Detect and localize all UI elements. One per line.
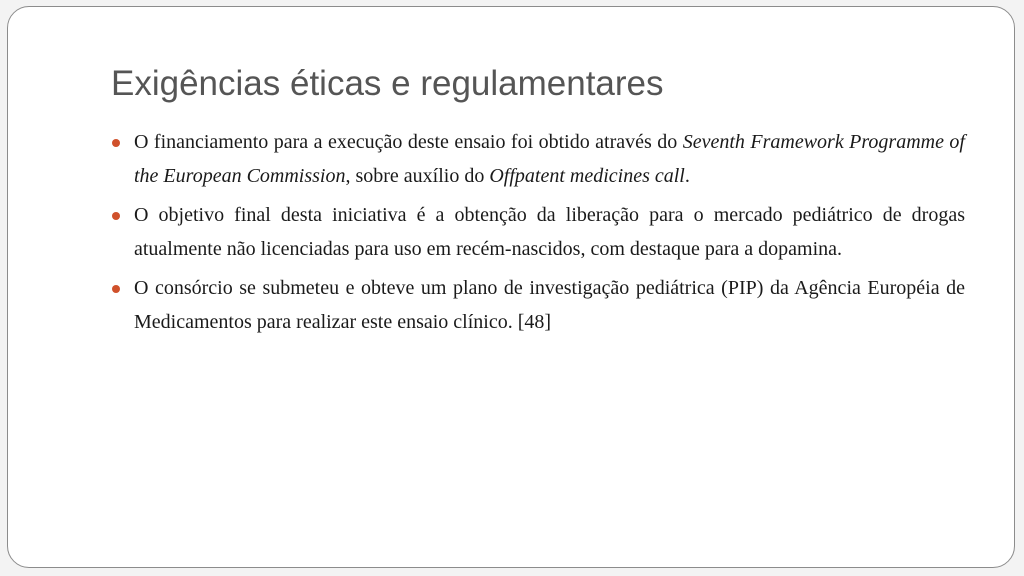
bullet-text: O financiamento para a execução deste ensaio foi obtido através do xyxy=(134,131,683,153)
bullet-list xyxy=(112,126,965,345)
bullet-text: . xyxy=(684,164,690,187)
bullet-item-funding xyxy=(112,126,965,193)
bullet-item-objective xyxy=(112,199,965,266)
bullet-item-consortium xyxy=(112,272,965,339)
bullet-dot-icon xyxy=(112,212,120,220)
bullet-text: , sobre auxílio do xyxy=(345,164,490,187)
bullet-text: O consórcio se submeteu e obteve um plano de investigação pediátrica (PIP) da Agência Européia de Medicamentos para realizar este ensaio clínico. [48] xyxy=(134,277,965,333)
bullet-dot-icon xyxy=(112,139,120,147)
bullet-dot-icon xyxy=(112,285,120,293)
call-name: Offpatent medicines call xyxy=(489,164,685,187)
bullet-text: O objetivo final desta iniciativa é a obtenção da liberação para o mercado pediátrico de drogas atualmente não licenciadas para uso em recém-nascidos, com destaque para a dopamina. xyxy=(134,204,965,260)
slide-title: Exigências éticas e regulamentares xyxy=(111,64,664,103)
program-name: Seventh Framework Programme of the European Commission xyxy=(134,131,965,187)
